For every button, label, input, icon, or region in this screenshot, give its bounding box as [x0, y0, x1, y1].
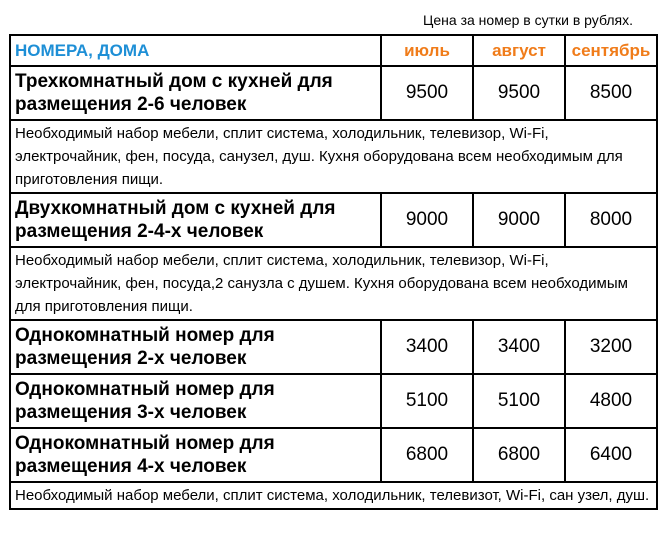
room-name: Однокомнатный номер для размещения 3-х человек — [10, 374, 381, 428]
room-price-september: 3200 — [565, 320, 657, 374]
header-month-august: август — [473, 35, 565, 66]
room-price-september: 8500 — [565, 66, 657, 120]
room-description: Необходимый набор мебели, сплит система, холодильник, телевизор, Wi-Fi, электрочайник, фен, посуда,2 санузла с душем. Кухня оборудована всем необходимым для приготовления пищи. — [10, 247, 657, 320]
room-price-july: 6800 — [381, 428, 473, 482]
room-description: Необходимый набор мебели, сплит система, холодильник, телевизор, Wi-Fi, электрочайник, фен, посуда, санузел, душ. Кухня оборудована всем необходимым для приготовления пищи. — [10, 120, 657, 193]
room-price-august: 5100 — [473, 374, 565, 428]
header-month-july: июль — [381, 35, 473, 66]
room-price-september: 8000 — [565, 193, 657, 247]
room-row — [10, 193, 657, 247]
room-price-july: 9000 — [381, 193, 473, 247]
description-row — [10, 482, 657, 509]
room-row — [10, 320, 657, 374]
room-name: Трехкомнатный дом с кухней для размещения 2-6 человек — [10, 66, 381, 120]
room-row — [10, 428, 657, 482]
room-price-august: 9500 — [473, 66, 565, 120]
price-table — [9, 34, 658, 510]
room-price-august: 6800 — [473, 428, 565, 482]
description-row — [10, 247, 657, 320]
header-rooms-title: НОМЕРА, ДОМА — [10, 35, 381, 66]
room-row — [10, 374, 657, 428]
room-name: Двухкомнатный дом с кухней для размещения 2-4-х человек — [10, 193, 381, 247]
room-price-july: 5100 — [381, 374, 473, 428]
price-note: Цена за номер в сутки в рублях. — [423, 12, 633, 28]
room-name: Однокомнатный номер для размещения 4-х человек — [10, 428, 381, 482]
room-row — [10, 66, 657, 120]
room-price-august: 9000 — [473, 193, 565, 247]
room-price-september: 6400 — [565, 428, 657, 482]
header-month-september: сентябрь — [565, 35, 657, 66]
room-price-september: 4800 — [565, 374, 657, 428]
header-row — [10, 35, 657, 66]
room-description: Необходимый набор мебели, сплит система, холодильник, телевизот, Wi-Fi, сан узел, душ. — [10, 482, 657, 509]
room-price-july: 9500 — [381, 66, 473, 120]
room-price-july: 3400 — [381, 320, 473, 374]
description-row — [10, 120, 657, 193]
room-price-august: 3400 — [473, 320, 565, 374]
room-name: Однокомнатный номер для размещения 2-х человек — [10, 320, 381, 374]
